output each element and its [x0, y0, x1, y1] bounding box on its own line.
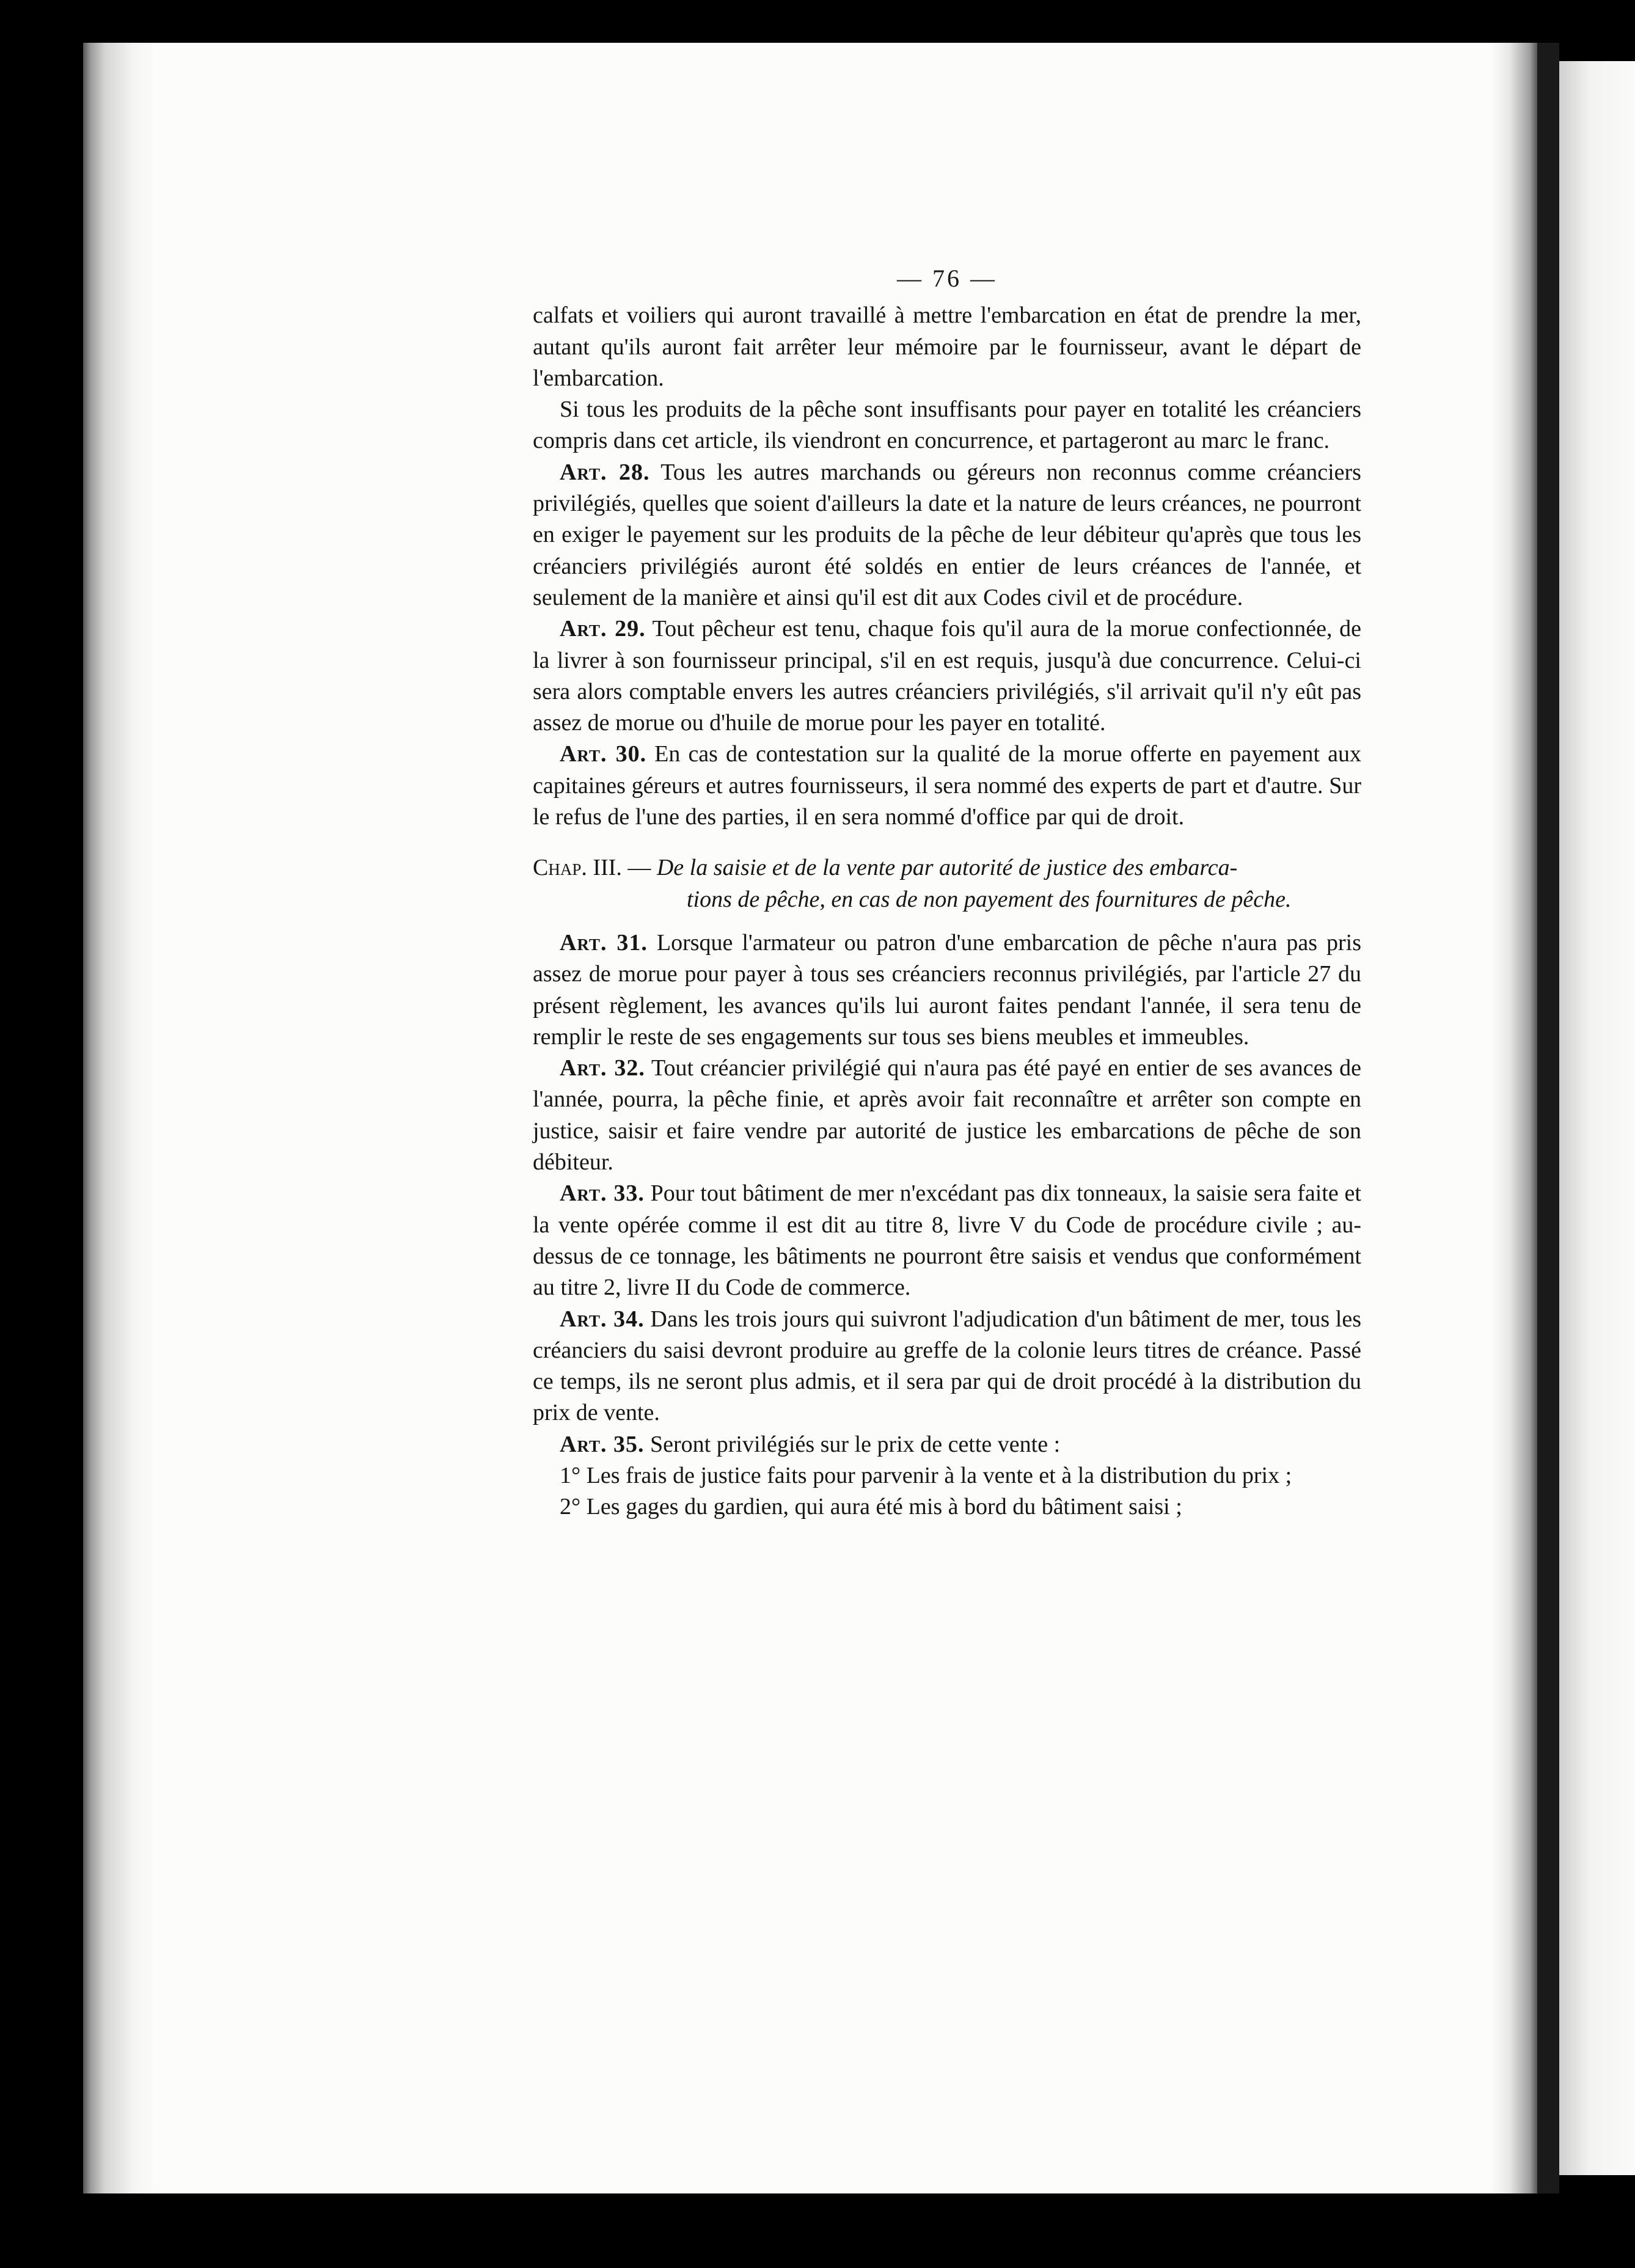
article-text: Seront privilégiés sur le prix de cette vente : — [650, 1431, 1061, 1457]
list-item — [533, 1491, 1361, 1523]
adjacent-page-edge — [1559, 61, 1635, 2175]
paragraph-continuation — [533, 300, 1361, 394]
article-30 — [533, 739, 1361, 833]
paragraph — [533, 394, 1361, 457]
page-number: — 76 — — [897, 265, 997, 292]
article-label: Art. 32. — [560, 1055, 645, 1081]
article-text: Tout créancier privilégié qui n'aura pas été payé en entier de ses avances de l'année, pourra, la pêche finie, et après avoir fait reconnaître et arrêter son compte en justice, saisir et faire vendre par autorité de justice les embarcations de pêche de son débiteur. — [533, 1055, 1361, 1176]
article-28 — [533, 457, 1361, 613]
article-text: Pour tout bâtiment de mer n'excédant pas dix tonneaux, la saisie sera faite et la vente opérée comme il est dit au titre 8, livre V du Code de procédure civile ; au-dessus de ce tonnage, les bâtiments ne pourront être saisis et vendus que conformément au titre 2, livre II du Code de commerce. — [533, 1180, 1361, 1301]
article-label: Art. 28. — [560, 459, 650, 485]
article-32 — [533, 1053, 1361, 1178]
chapter-title-line-1: De la saisie et de la vente par autorité de justice des embarca- — [656, 855, 1238, 881]
article-text: En cas de contestation sur la qualité de la morue offerte en payement aux capitaines géreurs et autres fournisseurs, il sera nommé des experts de part et d'autre. Sur le refus de l'une des parties, il en sera nommé d'office par qui de droit. — [533, 741, 1361, 830]
article-text: Dans les trois jours qui suivront l'adjudication d'un bâtiment de mer, tous les créanciers du saisi devront produire au greffe de la colonie leurs titres de créance. Passé ce temps, ils ne seront plus admis, et il sera par qui de droit procédé à la distribution du prix de vente. — [533, 1306, 1361, 1426]
page-gutter-shadow — [83, 43, 156, 2193]
article-33 — [533, 1178, 1361, 1303]
binding-gap — [1537, 43, 1559, 2193]
article-label: Art. 30. — [560, 741, 647, 767]
article-label: Art. 35. — [560, 1431, 645, 1457]
article-29 — [533, 613, 1361, 739]
list-text: Les gages du gardien, qui aura été mis à bord du bâtiment saisi ; — [586, 1494, 1182, 1520]
paragraph-text: calfats et voiliers qui auront travaillé à mettre l'embarcation en état de prendre la mer, autant qu'ils auront fait arrêter leur mémoire par le fournisseur, avant le départ de l'embarcation. — [533, 302, 1361, 391]
list-item — [533, 1460, 1361, 1491]
chapter-dash: — — [627, 855, 651, 881]
article-label: Art. 33. — [560, 1180, 645, 1207]
article-text: Lorsque l'armateur ou patron d'une embarcation de pêche n'aura pas pris assez de morue pour payer à tous ses créanciers reconnus privilégiés, par l'article 27 du présent règlement, les avances qu'ils lui auront faites pendant l'année, il sera tenu de remplir le reste de ses engagements sur tous ses biens meubles et immeubles. — [533, 929, 1362, 1050]
list-marker: 2° — [560, 1494, 581, 1520]
article-label: Art. 34. — [560, 1306, 645, 1332]
article-34 — [533, 1304, 1361, 1429]
article-35 — [533, 1429, 1361, 1460]
article-text: Tout pêcheur est tenu, chaque fois qu'il aura de la morue confectionnée, de la livrer à son fournisseur principal, s'il en est requis, jusqu'à due concurrence. Celui-ci sera alors comptable envers les autres créanciers privilégiés, s'il arrivait qu'il n'y eût pas assez de morue ou d'huile de morue pour les payer en totalité. — [533, 616, 1361, 736]
list-marker: 1° — [560, 1462, 581, 1488]
chapter-label: Chap. III. — [533, 855, 622, 881]
chapter-heading — [533, 852, 1361, 915]
list-text: Les frais de justice faits pour parvenir à la vente et à la distribution du prix ; — [586, 1462, 1292, 1488]
page-edge-shadow — [1491, 43, 1537, 2193]
article-text: Tous les autres marchands ou géreurs non reconnus comme créanciers privilégiés, quelles que soient d'ailleurs la date et la nature de leurs créances, ne pourront en exiger le payement sur les produits de la pêche de leur débiteur qu'après que tous les créanciers privilégiés auront été soldés en entier de leurs créances de l'année, et seulement de la manière et ainsi qu'il est dit aux Codes civil et de procédure. — [533, 459, 1361, 610]
paragraph-text: Si tous les produits de la pêche sont insuffisants pour payer en totalité les créanciers compris dans cet article, ils viendront en concurrence, et partageront au marc le franc. — [533, 397, 1361, 454]
article-label: Art. 29. — [560, 616, 646, 642]
article-label: Art. 31. — [560, 929, 648, 956]
page-text-block — [533, 263, 1361, 1523]
chapter-title-line-2: tions de pêche, en cas de non payement des fournitures de pêche. — [687, 886, 1292, 912]
article-31 — [533, 927, 1361, 1053]
